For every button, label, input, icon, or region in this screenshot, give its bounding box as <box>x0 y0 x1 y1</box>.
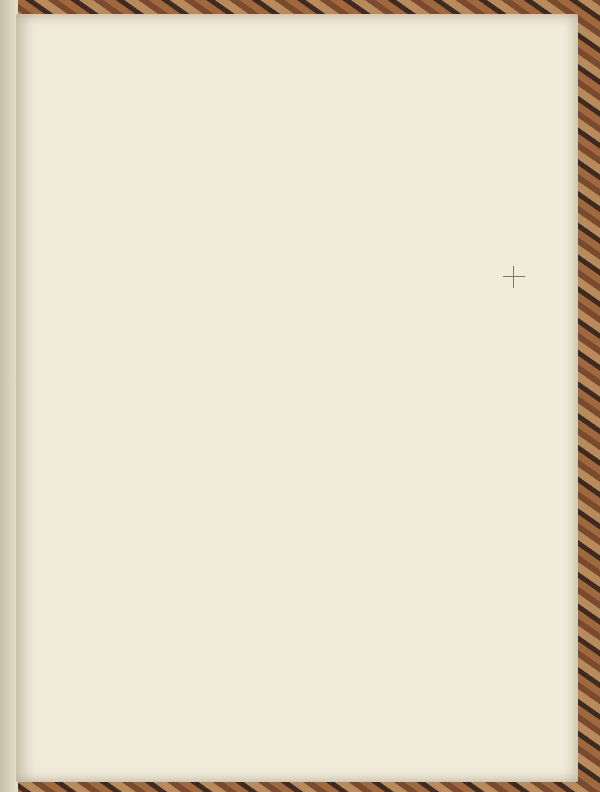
cross-mark <box>503 266 525 288</box>
book-page <box>16 14 578 782</box>
show-through-text <box>578 60 600 780</box>
